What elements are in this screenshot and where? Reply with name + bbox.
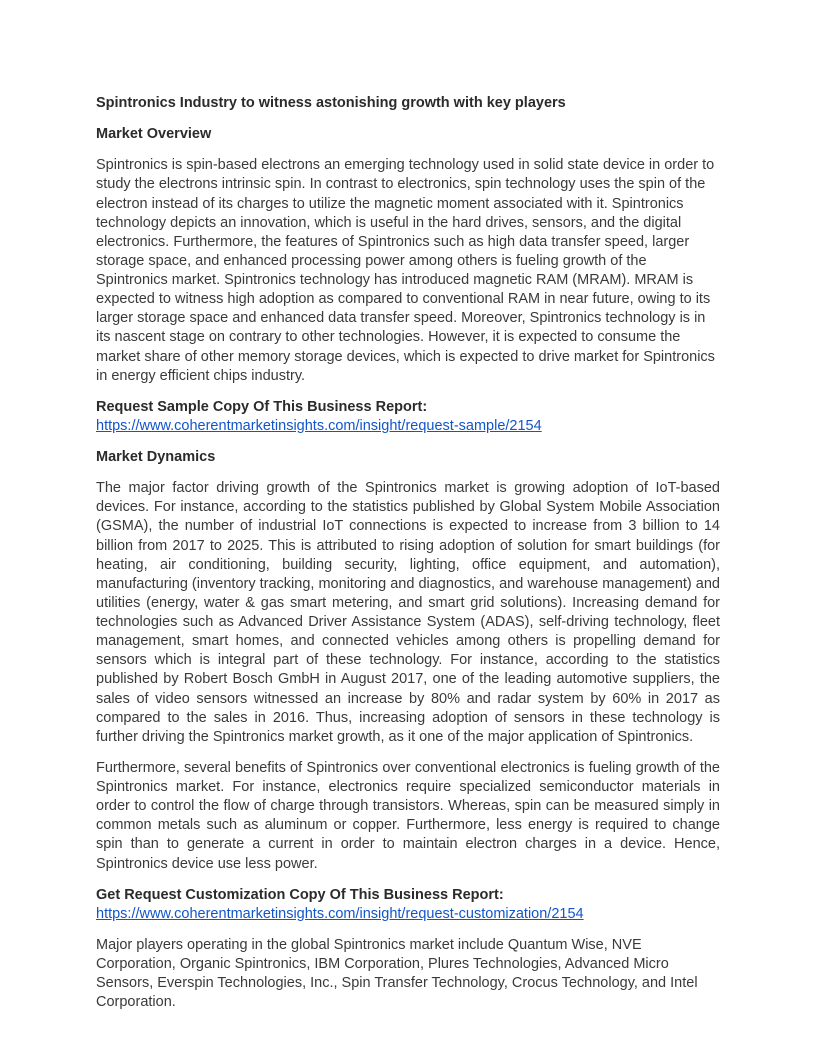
heading-market-overview: Market Overview (96, 126, 212, 143)
request-customization-block (96, 886, 720, 924)
paragraph-key-players: Major players operating in the global Spintronics market include Quantum Wise, NVE Corporation, Organic Spintronics, IBM Corporation, Plures Technologies, Advanced Micro Sensors, Everspin Technologies, Inc., Spin Transfer Technology, Crocus Technology, and Intel Corporation. (96, 936, 698, 1011)
request-customization-link[interactable]: https://www.coherentmarketinsights.com/insight/request-customization/2154 (96, 905, 584, 922)
paragraph-market-dynamics-2: Furthermore, several benefits of Spintronics over conventional electronics is fueling growth of the Spintronics market. For instance, electronics require specialized semiconductor materials in order to control the flow of charge through transistors. Whereas, spin can be measured simply in common metals such as aluminum or copper. Furthermore, less energy is required to change spin than to generate a current in order to maintain electron charges in a device. Hence, Spintronics device use less power. (96, 759, 720, 872)
paragraph-market-overview: Spintronics is spin-based electrons an emerging technology used in solid state device in order to study the electrons intrinsic spin. In contrast to electronics, spin technology uses the spin of the electron instead of its charges to utilize the magnetic moment associated with it. Spintronics technology depicts an innovation, which is useful in the hard drives, sensors, and the digital electronics. Furthermore, the features of Spintronics such as high data transfer speed, larger storage space, and enhanced processing power among others is fueling growth of the Spintronics market. Spintronics technology has introduced magnetic RAM (MRAM). MRAM is expected to witness high adoption as compared to conventional RAM in near future, owing to its larger storage space and enhanced data transfer speed. Moreover, Spintronics technology is in its nascent stage on contrary to other technologies. However, it is expected to consume the market share of other memory storage devices, which is expected to drive market for Spintronics in energy efficient chips industry. (96, 157, 715, 384)
heading-market-dynamics: Market Dynamics (96, 449, 216, 465)
request-sample-heading: Request Sample Copy Of This Business Report: (96, 398, 428, 415)
paragraph-market-dynamics-1: The major factor driving growth of the Spintronics market is growing adoption of IoT-based devices. For instance, according to the statistics published by Global System Mobile Association (GSMA), the number of industrial IoT connections is expected to increase from 3 billion to 14 billion from 2017 to 2025. This is attributed to rising adoption of solution for smart buildings (for heating, air conditioning, building security, lighting, office equipment, and automation), manufacturing (inventory tracking, monitoring and diagnostics, and warehouse management) and utilities (energy, water & gas smart metering, and smart grid solutions). Increasing demand for technologies such as Advanced Driver Assistance System (ADAS), self-driving technology, fleet management, smart homes, and connected vehicles among others is propelling demand for sensors which is integral part of these technology. For instance, according to the statistics published by Robert Bosch GmbH in August 2017, one of the leading automotive suppliers, the sales of video sensors witnessed an increase by 80% and radar system by 60% in 2017 as compared to the sales in 2016. Thus, increasing adoption of sensors in these technology is further driving the Spintronics market growth, as it one of the major application of Spintronics. (96, 480, 720, 745)
request-sample-link[interactable]: https://www.coherentmarketinsights.com/insight/request-sample/2154 (96, 417, 542, 434)
request-customization-heading: Get Request Customization Copy Of This Business Report: (96, 886, 504, 903)
document-title: Spintronics Industry to witness astonishing growth with key players (96, 95, 566, 111)
request-sample-block (96, 398, 720, 436)
